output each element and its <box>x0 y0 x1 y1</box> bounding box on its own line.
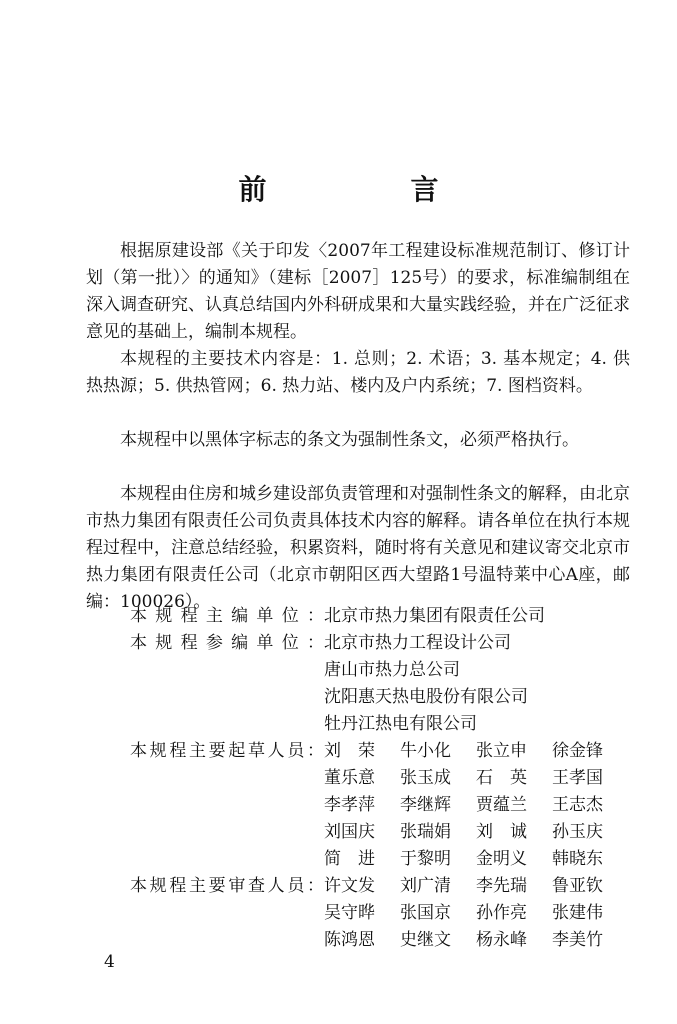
participating-unit-org: 唐山市热力总公司 <box>324 660 460 680</box>
role-spacer <box>130 927 324 954</box>
chief-unit-org: 北京市热力集团有限责任公司 <box>324 606 545 626</box>
chief-unit-row <box>130 603 628 630</box>
participating-unit-row <box>130 684 628 711</box>
person-name: 刘 诚 <box>476 822 527 842</box>
person-name: 刘 荣 <box>324 741 375 761</box>
participating-unit-row <box>130 657 628 684</box>
drafters-names <box>324 738 628 765</box>
role-spacer <box>130 711 324 738</box>
drafters-names <box>324 765 628 792</box>
person-name: 吴守晔 <box>324 903 375 923</box>
person-name: 李继辉 <box>400 795 451 815</box>
role-spacer <box>130 900 324 927</box>
drafters-row <box>130 846 628 873</box>
person-name: 孙玉庆 <box>552 822 603 842</box>
role-spacer <box>130 792 324 819</box>
person-name: 杨永峰 <box>476 930 527 950</box>
role-spacer <box>130 819 324 846</box>
person-name: 王志杰 <box>552 795 603 815</box>
participating-unit-org: 北京市热力工程设计公司 <box>324 633 511 653</box>
person-name: 陈鸿恩 <box>324 930 375 950</box>
role-spacer <box>130 684 324 711</box>
participating-unit-org: 沈阳惠天热电股份有限公司 <box>324 687 528 707</box>
drafters-row <box>130 765 628 792</box>
person-name: 刘广清 <box>400 876 451 896</box>
person-name: 牛小化 <box>400 741 451 761</box>
person-name: 于黎明 <box>400 849 451 869</box>
role-spacer <box>130 657 324 684</box>
person-name: 李美竹 <box>552 930 603 950</box>
paragraph-contents: 本规程的主要技术内容是：1. 总则；2. 术语；3. 基本规定；4. 供热热源；5. 供热管网；6. 热力站、楼内及户内系统；7. 图档资料。 <box>86 349 630 396</box>
paragraph-mandatory: 本规程中以黑体字标志的条文为强制性条文，必须严格执行。 <box>120 430 579 450</box>
role-spacer <box>130 765 324 792</box>
person-name: 韩晓东 <box>552 849 603 869</box>
person-name: 李孝萍 <box>324 795 375 815</box>
role-spacer <box>130 846 324 873</box>
drafters-names <box>324 792 628 819</box>
drafters-row <box>130 738 628 765</box>
person-name: 张瑞娟 <box>400 822 451 842</box>
drafters-row <box>130 792 628 819</box>
person-name: 许文发 <box>324 876 375 896</box>
participating-units-label: 本规程参编单位： <box>130 633 324 653</box>
person-name: 张立申 <box>476 741 527 761</box>
drafters-names <box>324 819 628 846</box>
participating-unit-row <box>130 630 628 657</box>
person-name: 孙作亮 <box>476 903 527 923</box>
page-title: 前 言 <box>238 173 497 206</box>
person-name: 张国京 <box>400 903 451 923</box>
drafters-row <box>130 819 628 846</box>
reviewers-row <box>130 900 628 927</box>
person-name: 鲁亚钦 <box>552 876 603 896</box>
drafters-label: 本规程主要起草人员： <box>130 741 324 761</box>
drafters-names <box>324 846 628 873</box>
reviewers-names <box>324 927 628 954</box>
participating-unit-org: 牡丹江热电有限公司 <box>324 714 477 734</box>
reviewers-row <box>130 927 628 954</box>
person-name: 徐金锋 <box>552 741 603 761</box>
person-name: 贾蕴兰 <box>476 795 527 815</box>
person-name: 张玉成 <box>400 768 451 788</box>
reviewers-row <box>130 873 628 900</box>
person-name: 张建伟 <box>552 903 603 923</box>
person-name: 石 英 <box>476 768 527 788</box>
reviewers-names <box>324 873 628 900</box>
credits-block <box>130 603 628 954</box>
reviewers-names <box>324 900 628 927</box>
paragraph-basis: 根据原建设部《关于印发〈2007年工程建设标准规范制订、修订计划（第一批）〉的通知》（建标［2007］125号）的要求，标准编制组在深入调查研究、认真总结国内外科研成果和大量实践经验，并在广泛征求意见的基础上，编制本规程。 <box>86 241 630 342</box>
person-name: 刘国庆 <box>324 822 375 842</box>
paragraph-management: 本规程由住房和城乡建设部负责管理和对强制性条文的解释，由北京市热力集团有限责任公司负责具体技术内容的解释。请各单位在执行本规程过程中，注意总结经验，积累资料，随时将有关意见和建议寄交北京市热力集团有限责任公司（北京市朝阳区西大望路1号温特莱中心A座，邮编：100026）。 <box>86 484 630 612</box>
participating-unit-row <box>130 711 628 738</box>
reviewers-label: 本规程主要审查人员： <box>130 876 324 896</box>
person-name: 史继文 <box>400 930 451 950</box>
person-name: 董乐意 <box>324 768 375 788</box>
page-number: 4 <box>104 952 115 972</box>
person-name: 简 进 <box>324 849 375 869</box>
person-name: 金明义 <box>476 849 527 869</box>
chief-unit-label: 本规程主编单位： <box>130 606 324 626</box>
person-name: 李先瑞 <box>476 876 527 896</box>
person-name: 王孝国 <box>552 768 603 788</box>
